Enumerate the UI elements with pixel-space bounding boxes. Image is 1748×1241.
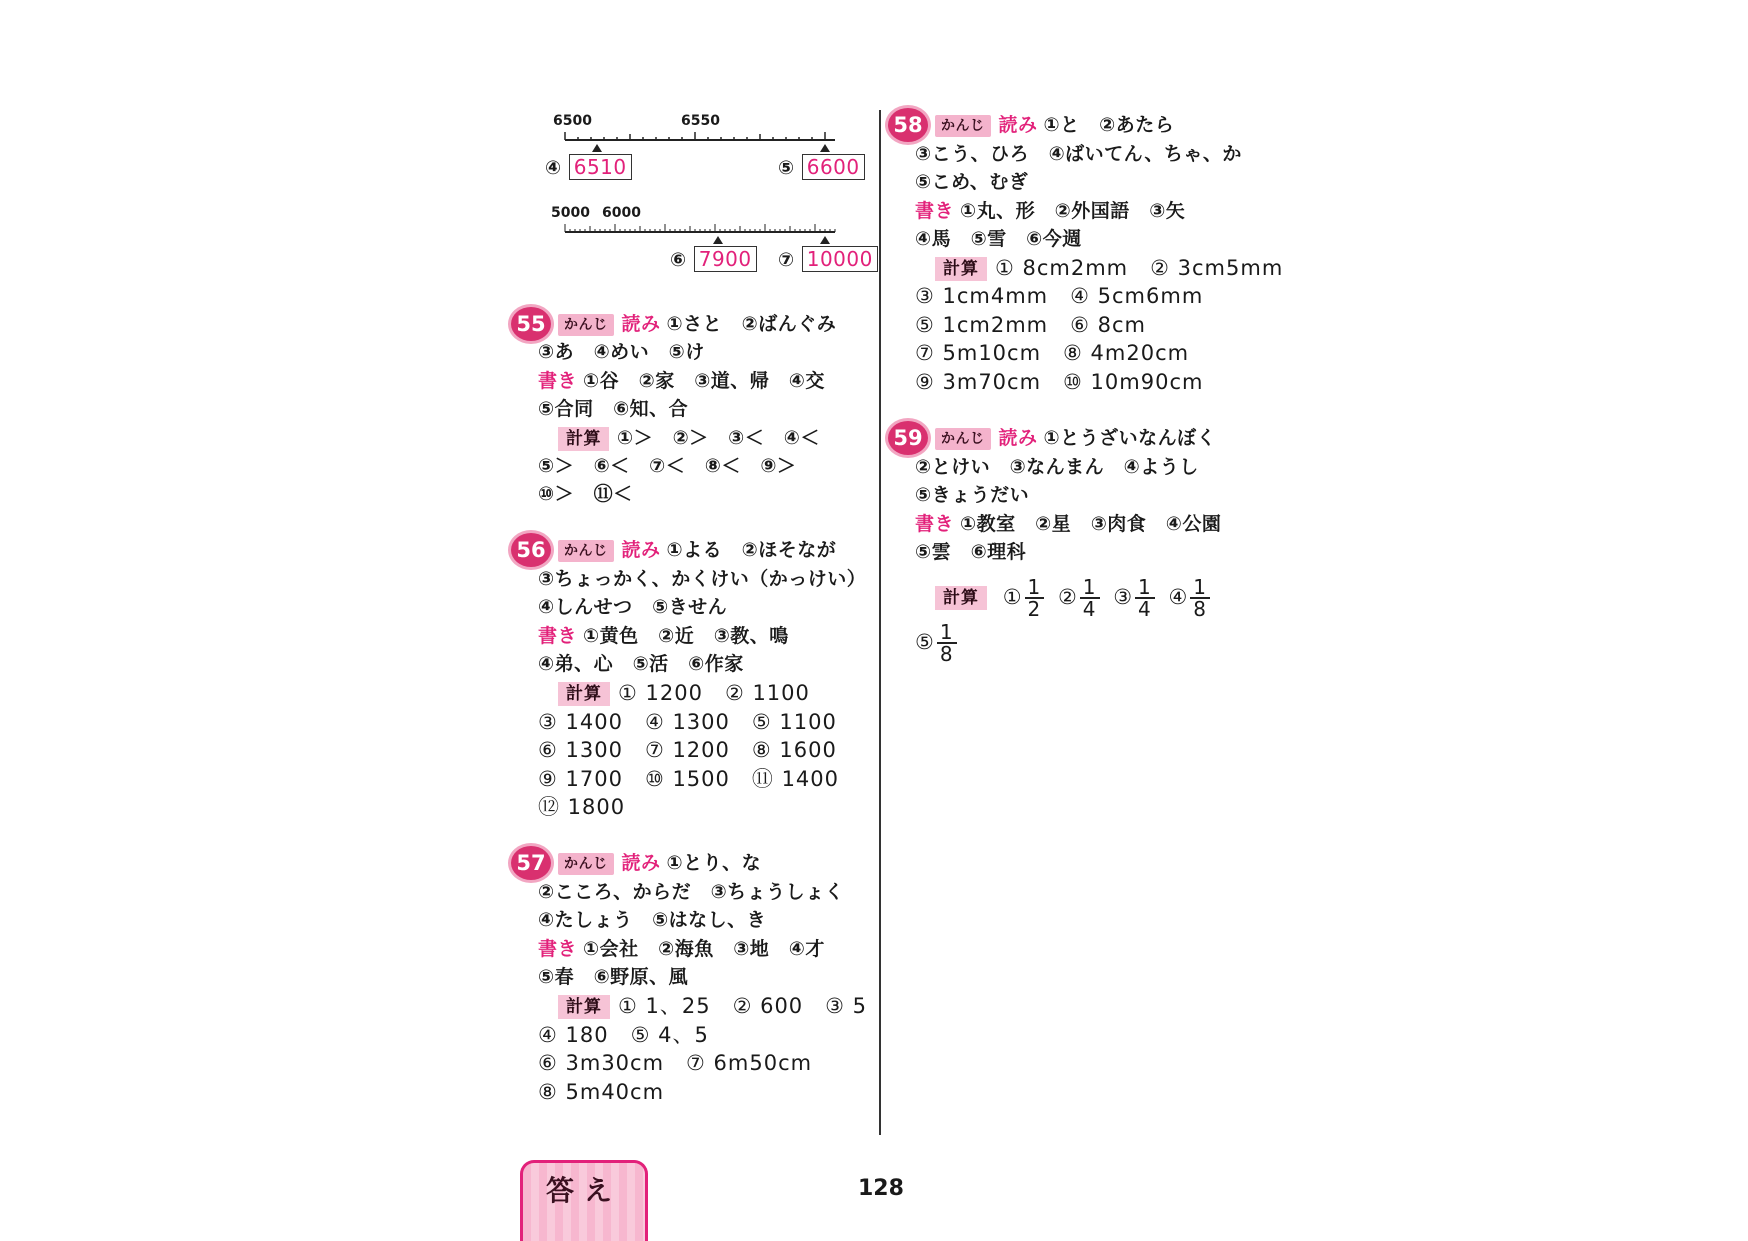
answer-value-box: 6510	[569, 154, 632, 180]
kanji-tag: かんじ	[935, 428, 991, 450]
kaki-line	[538, 622, 789, 650]
keisan-line: ⑧ 5m40cm	[538, 1080, 665, 1104]
yomi-line	[935, 111, 1174, 139]
yomi-line: ⑤こめ、むぎ	[915, 171, 1029, 193]
kanji-tag: かんじ	[935, 115, 991, 137]
keisan-line	[558, 424, 820, 452]
fraction-numerator: 1	[1190, 577, 1210, 599]
kaki-line	[915, 197, 1185, 225]
section-number-badge: 55	[511, 307, 551, 341]
fraction	[1135, 577, 1155, 619]
keisan-line	[935, 254, 1283, 282]
keisan-line	[558, 992, 867, 1020]
fraction-mark: ③	[1113, 585, 1134, 609]
yomi-text: ①と ②あたら	[1043, 114, 1175, 136]
fraction-numerator: 1	[1080, 577, 1100, 599]
kaki-text: ①教室 ②星 ③肉食 ④公園	[960, 513, 1222, 535]
yomi-text: ①とり、な	[666, 852, 762, 874]
keisan-line: ⑫ 1800	[538, 795, 626, 819]
answer-mark: ④	[545, 157, 562, 179]
kaki-label: 書き	[915, 513, 955, 535]
yomi-label: 読み	[998, 427, 1038, 449]
kaki-label: 書き	[538, 938, 578, 960]
keisan-label: 計算	[558, 995, 610, 1019]
fraction	[1190, 577, 1210, 619]
answers-tab	[520, 1160, 648, 1241]
keisan-label: 計算	[558, 427, 609, 451]
column-divider	[879, 110, 881, 1135]
answer-5	[778, 154, 865, 182]
answer-6	[670, 246, 757, 274]
answer-mark: ⑤	[778, 157, 795, 179]
section-number-badge: 58	[888, 108, 928, 142]
section-number-badge: 56	[511, 533, 551, 567]
kanji-tag: かんじ	[558, 540, 614, 562]
kanji-tag: かんじ	[558, 853, 614, 875]
kanji-tag: かんじ	[558, 314, 614, 336]
kaki-line: ④馬 ⑤雪 ⑥今週	[915, 228, 1082, 250]
kaki-line	[538, 935, 825, 963]
fraction-denominator: 2	[1027, 597, 1042, 621]
kaki-label: 書き	[538, 370, 578, 392]
yomi-text: ①よる ②ほそなが	[666, 539, 837, 561]
kaki-line: ⑤春 ⑥野原、風	[538, 966, 689, 988]
keisan-fraction-line	[935, 575, 1216, 619]
fraction	[1025, 577, 1045, 619]
keisan-label: 計算	[935, 586, 987, 610]
kaki-line	[915, 510, 1221, 538]
yomi-label: 読み	[621, 852, 661, 874]
fraction-denominator: 4	[1138, 597, 1152, 621]
section-number-badge: 59	[888, 421, 928, 455]
fraction-denominator: 8	[1193, 597, 1207, 621]
keisan-label: 計算	[558, 682, 610, 706]
yomi-label: 読み	[998, 114, 1038, 136]
answer-7	[778, 246, 878, 274]
keisan-line: ⑦ 5m10cm ⑧ 4m20cm	[915, 341, 1190, 365]
fraction-mark: ①	[1002, 585, 1023, 609]
keisan-line: ⑥ 3m30cm ⑦ 6m50cm	[538, 1051, 813, 1075]
keisan-line: ⑨ 1700 ⑩ 1500 ⑪ 1400	[538, 767, 840, 791]
keisan-line: ⑨ 3m70cm ⑩ 10m90cm	[915, 370, 1204, 394]
tick-label: 6500	[553, 113, 592, 129]
tick-label: 6550	[681, 113, 720, 129]
keisan-fraction-line	[915, 620, 963, 664]
yomi-line	[558, 536, 836, 564]
keisan-line	[558, 679, 810, 707]
fraction-mark: ⑤	[915, 630, 935, 654]
answers-tab-label: 答え	[545, 1174, 622, 1207]
yomi-line: ③あ ④めい ⑤け	[538, 341, 705, 363]
keisan-line: ③ 1cm4mm ④ 5cm6mm	[915, 284, 1204, 308]
answer-4	[545, 154, 632, 182]
fraction-numerator: 1	[1135, 577, 1155, 599]
kaki-text: ①丸、形 ②外国語 ③矢	[960, 200, 1186, 222]
yomi-line	[558, 849, 761, 877]
kaki-line	[538, 367, 825, 395]
answer-value-box: 6600	[802, 154, 865, 180]
keisan-line: ③ 1400 ④ 1300 ⑤ 1100	[538, 710, 837, 734]
fraction	[1080, 577, 1100, 619]
kaki-text: ①会社 ②海魚 ③地 ④才	[583, 938, 825, 960]
yomi-line	[935, 424, 1216, 452]
section-number-badge: 57	[511, 846, 551, 880]
answer-value-box: 7900	[694, 246, 757, 272]
yomi-line: ④たしょう ⑤はなし、き	[538, 909, 767, 931]
fraction-denominator: 8	[939, 642, 954, 666]
kaki-text: ①黄色 ②近 ③教、鳴	[583, 625, 789, 647]
yomi-text: ①さと ②ばんぐみ	[666, 313, 837, 335]
yomi-line	[558, 310, 836, 338]
yomi-text: ①とうざいなんぼく	[1043, 427, 1217, 449]
keisan-line: ⑤ 1cm2mm ⑥ 8cm	[915, 313, 1147, 337]
yomi-line: ⑤きょうだい	[915, 484, 1030, 506]
keisan-line: ④ 180 ⑤ 4、5	[538, 1023, 709, 1047]
yomi-line: ③ちょっかく、かくけい（かっけい）	[538, 568, 867, 590]
page-number: 128	[858, 1176, 904, 1201]
keisan-text: ① 1200 ② 1100	[618, 681, 810, 705]
fraction-mark: ②	[1057, 585, 1078, 609]
keisan-label: 計算	[935, 257, 987, 281]
yomi-line: ④しんせつ ⑤きせん	[538, 596, 728, 618]
answer-value-box: 10000	[802, 246, 878, 272]
yomi-line: ②とけい ③なんまん ④ようし	[915, 456, 1199, 478]
tick-label: 6000	[602, 205, 641, 221]
yomi-line: ②こころ、からだ ③ちょうしょく	[538, 881, 845, 903]
kaki-label: 書き	[538, 625, 578, 647]
fraction-numerator: 1	[1025, 577, 1045, 599]
kaki-text: ①谷 ②家 ③道、帰 ④交	[583, 370, 825, 392]
keisan-line: ⑤＞ ⑥＜ ⑦＜ ⑧＜ ⑨＞	[538, 455, 797, 477]
answer-mark: ⑥	[670, 249, 687, 271]
fraction-mark: ④	[1168, 585, 1189, 609]
tick-label: 5000	[551, 205, 590, 221]
fraction	[937, 622, 957, 664]
fraction-denominator: 4	[1082, 597, 1097, 621]
yomi-label: 読み	[621, 539, 661, 561]
kaki-line: ④弟、心 ⑤活 ⑥作家	[538, 653, 744, 675]
keisan-line: ⑥ 1300 ⑦ 1200 ⑧ 1600	[538, 738, 837, 762]
keisan-text: ① 1、25 ② 600 ③ 5	[618, 994, 868, 1018]
kaki-line: ⑤雲 ⑥理科	[915, 541, 1027, 563]
fraction-numerator: 1	[937, 622, 957, 644]
keisan-text: ①＞ ②＞ ③＜ ④＜	[617, 427, 820, 449]
kaki-line: ⑤合同 ⑥知、合	[538, 398, 689, 420]
yomi-line: ③こう、ひろ ④ばいてん、ちゃ、か	[915, 143, 1242, 165]
keisan-text: ① 8cm2mm ② 3cm5mm	[995, 256, 1284, 280]
answer-mark: ⑦	[778, 249, 795, 271]
kaki-label: 書き	[915, 200, 955, 222]
yomi-label: 読み	[621, 313, 661, 335]
keisan-line: ⑩＞ ⑪＜	[538, 483, 633, 505]
